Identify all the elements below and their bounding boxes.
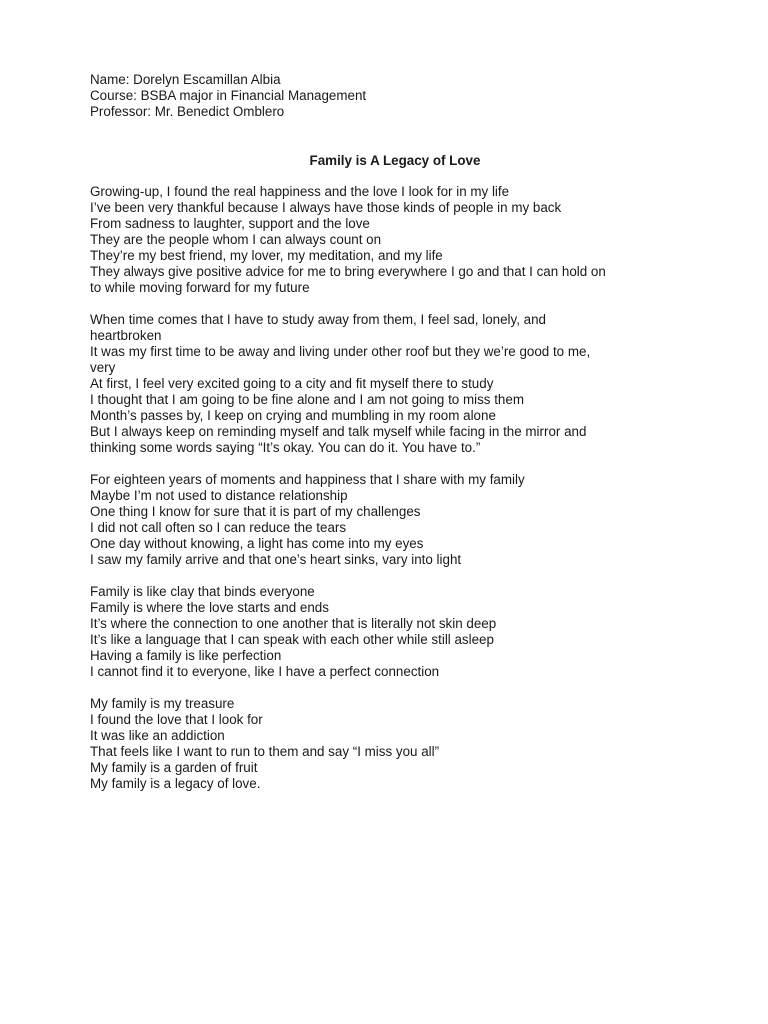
poem-line: My family is a garden of fruit	[90, 760, 258, 775]
poem-line: I’ve been very thankful because I always have those kinds of people in my back	[90, 200, 562, 215]
document-body	[90, 72, 690, 808]
stanza-2	[90, 312, 690, 456]
stanza-3	[90, 472, 690, 568]
poem-line: For eighteen years of moments and happiness that I share with my family	[90, 472, 525, 487]
poem-line: They are the people whom I can always count on	[90, 232, 382, 247]
poem-line: I found the love that I look for	[90, 712, 263, 727]
poem-line: It was like an addiction	[90, 728, 225, 743]
poem-line: One day without knowing, a light has come into my eyes	[90, 536, 424, 551]
poem-line: thinking some words saying “It’s okay. You can do it. You have to.”	[90, 440, 481, 455]
poem-line: My family is a legacy of love.	[90, 776, 261, 791]
poem-line: But I always keep on reminding myself and talk myself while facing in the mirror and	[90, 424, 587, 439]
poem-line: From sadness to laughter, support and the love	[90, 216, 370, 231]
poem-line: I saw my family arrive and that one’s heart sinks, vary into light	[90, 552, 462, 567]
poem-line: It’s like a language that I can speak with each other while still asleep	[90, 632, 494, 647]
stanza-1	[90, 184, 690, 296]
poem-line: That feels like I want to run to them and say “I miss you all”	[90, 744, 440, 759]
stanza-4	[90, 584, 690, 680]
poem-line: Family is where the love starts and ends	[90, 600, 329, 615]
poem-line: to while moving forward for my future	[90, 280, 310, 295]
poem-line: One thing I know for sure that it is part of my challenges	[90, 504, 421, 519]
student-name: Name: Dorelyn Escamillan Albia	[90, 72, 281, 87]
poem-line: I thought that I am going to be fine alone and I am not going to miss them	[90, 392, 524, 407]
poem-line: very	[90, 360, 116, 375]
poem-line: Month’s passes by, I keep on crying and mumbling in my room alone	[90, 408, 496, 423]
poem-line: I cannot find it to everyone, like I have a perfect connection	[90, 664, 440, 679]
poem-line: It’s where the connection to one another that is literally not skin deep	[90, 616, 497, 631]
poem-line: My family is my treasure	[90, 696, 235, 711]
poem-line: At first, I feel very excited going to a city and fit myself there to study	[90, 376, 494, 391]
poem-line: Having a family is like perfection	[90, 648, 282, 663]
stanza-5	[90, 696, 690, 792]
poem-line: heartbroken	[90, 328, 162, 343]
poem-line: They’re my best friend, my lover, my meditation, and my life	[90, 248, 443, 263]
poem-line: It was my first time to be away and living under other roof but they we’re good to me,	[90, 344, 591, 359]
course-line: Course: BSBA major in Financial Management	[90, 88, 367, 103]
poem-line: They always give positive advice for me to bring everywhere I go and that I can hold on	[90, 264, 606, 279]
poem-line: Family is like clay that binds everyone	[90, 584, 315, 599]
poem-title: Family is A Legacy of Love	[309, 153, 481, 168]
poem-line: I did not call often so I can reduce the tears	[90, 520, 347, 535]
poem-line: Maybe I’m not used to distance relationship	[90, 488, 348, 503]
professor-line: Professor: Mr. Benedict Omblero	[90, 104, 285, 119]
poem-line: Growing-up, I found the real happiness and the love I look for in my life	[90, 184, 510, 199]
poem-line: When time comes that I have to study away from them, I feel sad, lonely, and	[90, 312, 546, 327]
